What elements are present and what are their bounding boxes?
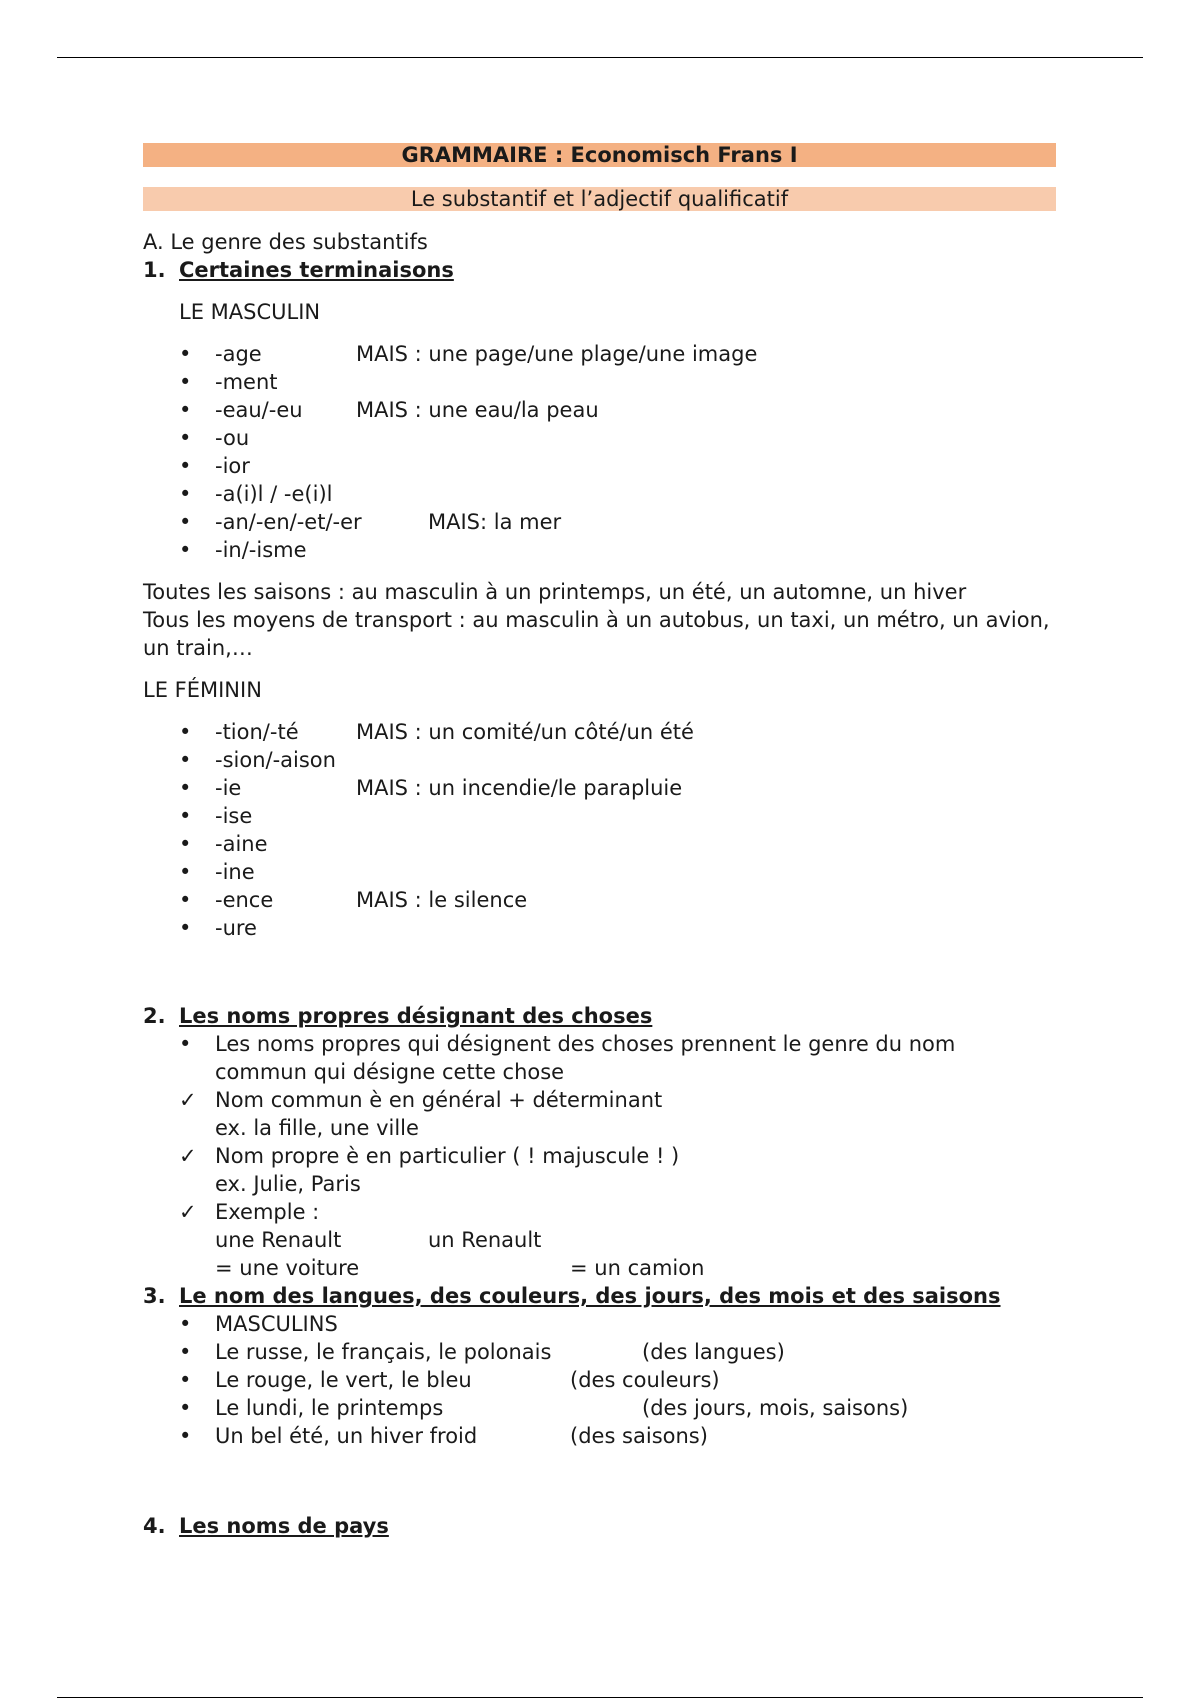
list-item bbox=[143, 368, 1056, 396]
list-item bbox=[143, 536, 1056, 564]
bullet-icon: • bbox=[179, 538, 192, 562]
exception-note: MAIS : un comité/un côté/un été bbox=[356, 720, 694, 744]
section-1-number: 1. bbox=[143, 258, 166, 282]
ending-text: -a(i)l / -e(i)l bbox=[215, 482, 333, 506]
check-icon: ✓ bbox=[179, 1144, 197, 1168]
seasons-paragraph: Toutes les saisons : au masculin à un printemps, un été, un automne, un hiver bbox=[143, 580, 967, 604]
section-a-heading: A. Le genre des substantifs bbox=[143, 230, 428, 254]
item-text: Nom propre è en particulier ( ! majuscule ! ) bbox=[215, 1144, 680, 1168]
ending-text: -ior bbox=[215, 454, 250, 478]
item-text: commun qui désigne cette chose bbox=[215, 1060, 565, 1084]
list-item bbox=[143, 830, 1056, 858]
item-text: Le rouge, le vert, le bleu bbox=[215, 1368, 472, 1392]
example-row bbox=[143, 1226, 1056, 1254]
example-left: = une voiture bbox=[215, 1256, 360, 1280]
list-item bbox=[143, 1086, 1056, 1114]
list-item bbox=[143, 746, 1056, 774]
bullet-icon: • bbox=[179, 832, 192, 856]
list-item bbox=[143, 424, 1056, 452]
ending-text: -ment bbox=[215, 370, 278, 394]
list-item bbox=[143, 1394, 1056, 1422]
document-body bbox=[143, 143, 1056, 1540]
bullet-icon: • bbox=[179, 1368, 192, 1392]
bullet-icon: • bbox=[179, 860, 192, 884]
example-right: = un camion bbox=[570, 1256, 705, 1280]
bullet-icon: • bbox=[179, 776, 192, 800]
list-item bbox=[143, 886, 1056, 914]
exception-note: MAIS : un incendie/le parapluie bbox=[356, 776, 683, 800]
bullet-icon: • bbox=[179, 1424, 192, 1448]
languages-colors-list bbox=[143, 1310, 1056, 1450]
list-item bbox=[143, 1366, 1056, 1394]
item-note: (des jours, mois, saisons) bbox=[642, 1396, 909, 1420]
ending-text: -sion/-aison bbox=[215, 748, 336, 772]
section-3-title: Le nom des langues, des couleurs, des jours, des mois et des saisons bbox=[179, 1284, 1001, 1308]
exception-note: MAIS : une eau/la peau bbox=[356, 398, 599, 422]
bullet-icon: • bbox=[179, 1312, 192, 1336]
ending-text: -in/-isme bbox=[215, 538, 307, 562]
list-item bbox=[143, 1310, 1056, 1338]
example-row bbox=[143, 1254, 1056, 1282]
ending-text: -eau/-eu bbox=[215, 398, 303, 422]
section-4-number: 4. bbox=[143, 1514, 166, 1538]
item-text: ex. la fille, une ville bbox=[215, 1116, 419, 1140]
item-text: ex. Julie, Paris bbox=[215, 1172, 361, 1196]
bullet-icon: • bbox=[179, 342, 192, 366]
item-text: Le russe, le français, le polonais bbox=[215, 1340, 552, 1364]
transport-paragraph: Tous les moyens de transport : au masculin à un autobus, un taxi, un métro, un avion, un train,… bbox=[143, 608, 1050, 660]
list-item bbox=[143, 480, 1056, 508]
check-icon: ✓ bbox=[179, 1088, 197, 1112]
item-note: (des couleurs) bbox=[570, 1368, 720, 1392]
section-1-heading bbox=[143, 256, 1056, 284]
bullet-icon: • bbox=[179, 482, 192, 506]
ending-text: -ie bbox=[215, 776, 242, 800]
ending-text: -aine bbox=[215, 832, 268, 856]
list-item bbox=[143, 718, 1056, 746]
section-3-number: 3. bbox=[143, 1284, 166, 1308]
ending-text: -ine bbox=[215, 860, 255, 884]
item-text: Le lundi, le printemps bbox=[215, 1396, 444, 1420]
bullet-icon: • bbox=[179, 720, 192, 744]
list-item bbox=[143, 396, 1056, 424]
masculin-list bbox=[143, 340, 1056, 564]
top-rule bbox=[57, 57, 1143, 58]
ending-text: -tion/-té bbox=[215, 720, 299, 744]
feminin-label: LE FÉMININ bbox=[143, 678, 262, 702]
list-item bbox=[143, 774, 1056, 802]
bullet-icon: • bbox=[179, 1032, 192, 1056]
list-item-continuation bbox=[143, 1170, 1056, 1198]
list-item bbox=[143, 1422, 1056, 1450]
exception-note: MAIS: la mer bbox=[428, 510, 562, 534]
section-2-number: 2. bbox=[143, 1004, 166, 1028]
ending-text: -ise bbox=[215, 804, 253, 828]
section-3-heading bbox=[143, 1282, 1056, 1310]
list-item bbox=[143, 340, 1056, 368]
ending-text: -ou bbox=[215, 426, 250, 450]
section-2-title: Les noms propres désignant des choses bbox=[179, 1004, 653, 1028]
list-item bbox=[143, 1198, 1056, 1226]
list-item bbox=[143, 1338, 1056, 1366]
bullet-icon: • bbox=[179, 398, 192, 422]
page-title: GRAMMAIRE : Economisch Frans I bbox=[143, 143, 1056, 167]
item-text: MASCULINS bbox=[215, 1312, 338, 1336]
item-text: Nom commun è en général + déterminant bbox=[215, 1088, 663, 1112]
ending-text: -ence bbox=[215, 888, 274, 912]
bullet-icon: • bbox=[179, 1340, 192, 1364]
proper-names-list bbox=[143, 1030, 1056, 1282]
feminin-list bbox=[143, 718, 1056, 942]
list-item bbox=[143, 1142, 1056, 1170]
list-item bbox=[143, 802, 1056, 830]
ending-text: -an/-en/-et/-er bbox=[215, 510, 362, 534]
section-2-heading bbox=[143, 1002, 1056, 1030]
bullet-icon: • bbox=[179, 454, 192, 478]
example-left: une Renault bbox=[215, 1228, 342, 1252]
bullet-icon: • bbox=[179, 916, 192, 940]
list-item bbox=[143, 508, 1056, 536]
bottom-rule bbox=[57, 1697, 1143, 1698]
ending-text: -age bbox=[215, 342, 262, 366]
item-text: Les noms propres qui désignent des choses prennent le genre du nom bbox=[215, 1032, 956, 1056]
item-text: Exemple : bbox=[215, 1200, 320, 1224]
list-item-continuation bbox=[143, 1114, 1056, 1142]
exception-note: MAIS : le silence bbox=[356, 888, 528, 912]
masculin-label: LE MASCULIN bbox=[179, 300, 321, 324]
ending-text: -ure bbox=[215, 916, 257, 940]
list-item bbox=[143, 452, 1056, 480]
item-note: (des langues) bbox=[642, 1340, 785, 1364]
bullet-icon: • bbox=[179, 510, 192, 534]
example-right: un Renault bbox=[428, 1228, 542, 1252]
item-text: Un bel été, un hiver froid bbox=[215, 1424, 478, 1448]
section-4-title: Les noms de pays bbox=[179, 1514, 389, 1538]
bullet-icon: • bbox=[179, 370, 192, 394]
list-item bbox=[143, 1030, 1056, 1058]
list-item bbox=[143, 914, 1056, 942]
bullet-icon: • bbox=[179, 888, 192, 912]
section-1-title: Certaines terminaisons bbox=[179, 258, 454, 282]
exception-note: MAIS : une page/une plage/une image bbox=[356, 342, 758, 366]
item-note: (des saisons) bbox=[570, 1424, 708, 1448]
page-subtitle: Le substantif et l’adjectif qualificatif bbox=[143, 187, 1056, 211]
bullet-icon: • bbox=[179, 748, 192, 772]
check-icon: ✓ bbox=[179, 1200, 197, 1224]
section-4-heading bbox=[143, 1512, 1056, 1540]
bullet-icon: • bbox=[179, 1396, 192, 1420]
list-item bbox=[143, 858, 1056, 886]
bullet-icon: • bbox=[179, 426, 192, 450]
bullet-icon: • bbox=[179, 804, 192, 828]
list-item-continuation bbox=[143, 1058, 1056, 1086]
